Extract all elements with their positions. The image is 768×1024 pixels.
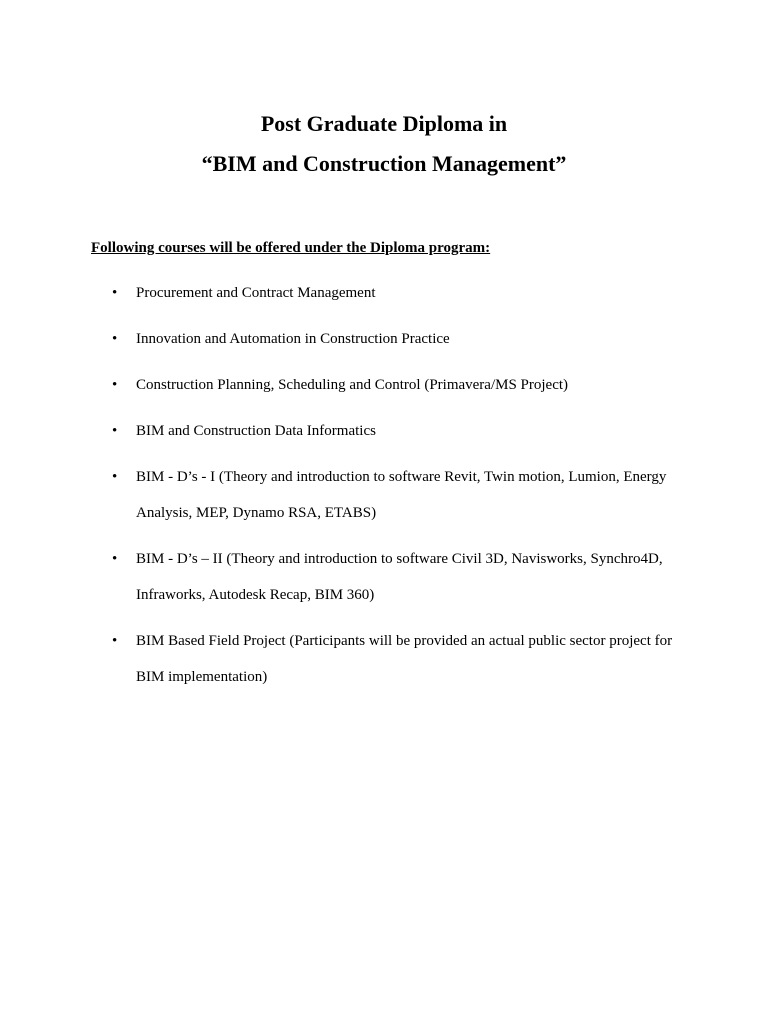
bullet-icon: •	[112, 551, 118, 567]
course-item	[112, 541, 692, 613]
course-item	[112, 459, 692, 531]
course-item	[112, 367, 692, 403]
course-label: Innovation and Automation in Construction Practice	[136, 331, 450, 347]
course-label: Construction Planning, Scheduling and Control (Primavera/MS Project)	[136, 377, 569, 393]
course-label: BIM - D’s - I (Theory and introduction to software Revit, Twin motion, Lumion, Energy Analysis, MEP, Dynamo RSA, ETABS)	[136, 469, 667, 521]
bullet-icon: •	[112, 633, 118, 649]
course-label: BIM and Construction Data Informatics	[136, 423, 376, 439]
course-item	[112, 275, 692, 311]
bullet-icon: •	[112, 469, 118, 485]
bullet-icon: •	[112, 285, 118, 301]
course-label: BIM - D’s – II (Theory and introduction to software Civil 3D, Navisworks, Synchro4D, Infraworks, Autodesk Recap, BIM 360)	[136, 551, 663, 603]
course-label: BIM Based Field Project (Participants will be provided an actual public sector project for BIM implementation)	[136, 633, 673, 685]
bullet-icon: •	[112, 331, 118, 347]
program-name: “BIM and Construction Management”	[201, 151, 567, 176]
course-label: Procurement and Contract Management	[136, 285, 376, 301]
bullet-icon: •	[112, 377, 118, 393]
page-title: Post Graduate Diploma in	[260, 111, 508, 136]
course-item	[112, 321, 692, 357]
bullet-icon: •	[112, 423, 118, 439]
courses-intro-heading: Following courses will be offered under the Diploma program:	[91, 240, 491, 256]
course-item	[112, 413, 692, 449]
course-item	[112, 623, 692, 695]
